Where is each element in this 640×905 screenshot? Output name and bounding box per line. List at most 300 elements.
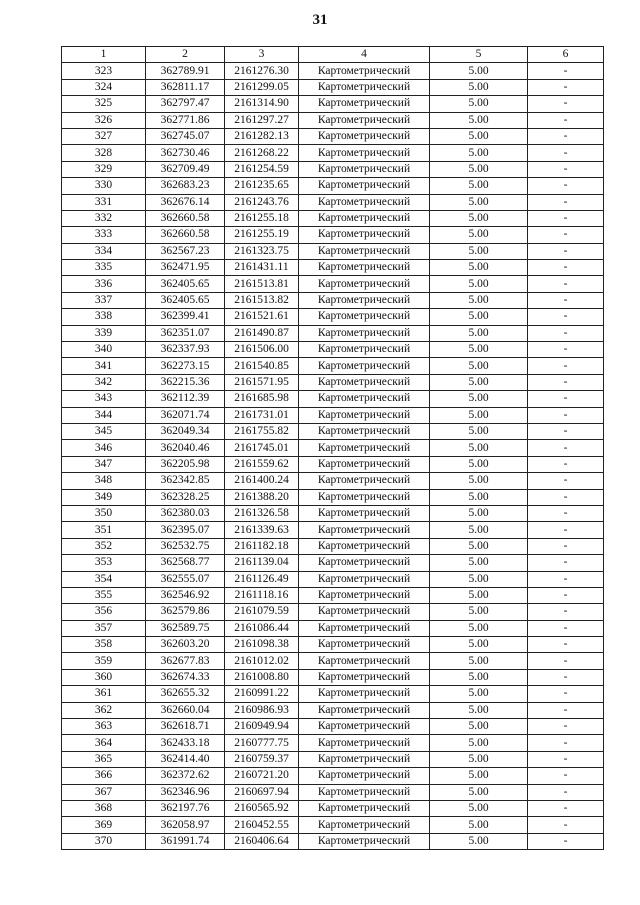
table-cell: 5.00 — [430, 309, 528, 325]
table-cell: Картометрический — [299, 391, 430, 407]
table-cell: 2161008.80 — [225, 669, 299, 685]
table-cell: 362372.62 — [146, 768, 225, 784]
table-cell: 5.00 — [430, 456, 528, 472]
table-cell: 362395.07 — [146, 522, 225, 538]
table-cell: 2161314.90 — [225, 96, 299, 112]
table-cell: 5.00 — [430, 833, 528, 849]
table-cell: 342 — [62, 374, 146, 390]
table-cell: 2161297.27 — [225, 112, 299, 128]
table-cell: 2161571.95 — [225, 374, 299, 390]
table-cell: - — [528, 686, 604, 702]
table-cell: 326 — [62, 112, 146, 128]
table-cell: 2160697.94 — [225, 784, 299, 800]
table-cell: Картометрический — [299, 473, 430, 489]
table-cell: 2160406.64 — [225, 833, 299, 849]
table-cell: Картометрический — [299, 751, 430, 767]
table-cell: 2160565.92 — [225, 800, 299, 816]
table-cell: 5.00 — [430, 800, 528, 816]
table-cell: Картометрический — [299, 309, 430, 325]
table-cell: 363 — [62, 719, 146, 735]
table-cell: Картометрический — [299, 342, 430, 358]
table-row — [62, 489, 604, 505]
table-row — [62, 522, 604, 538]
table-cell: - — [528, 604, 604, 620]
table-cell: - — [528, 112, 604, 128]
table-cell: 5.00 — [430, 604, 528, 620]
table-cell: 5.00 — [430, 292, 528, 308]
table-row — [62, 194, 604, 210]
table-row — [62, 276, 604, 292]
table-cell: 2161118.16 — [225, 587, 299, 603]
table-cell: 362789.91 — [146, 63, 225, 79]
table-row — [62, 325, 604, 341]
table-cell: 5.00 — [430, 669, 528, 685]
table-row — [62, 227, 604, 243]
table-cell: - — [528, 96, 604, 112]
table-cell: 362112.39 — [146, 391, 225, 407]
table-cell: - — [528, 456, 604, 472]
table-cell: - — [528, 505, 604, 521]
table-cell: 5.00 — [430, 522, 528, 538]
column-header: 3 — [225, 47, 299, 63]
table-cell: 348 — [62, 473, 146, 489]
table-cell: 2161745.01 — [225, 440, 299, 456]
table-cell: 5.00 — [430, 96, 528, 112]
table-cell: 344 — [62, 407, 146, 423]
table-cell: 362433.18 — [146, 735, 225, 751]
table-cell: 2160949.94 — [225, 719, 299, 735]
table-cell: - — [528, 260, 604, 276]
table-row — [62, 620, 604, 636]
table-cell: 334 — [62, 243, 146, 259]
table-cell: Картометрический — [299, 243, 430, 259]
table-cell: - — [528, 309, 604, 325]
table-cell: 5.00 — [430, 194, 528, 210]
table-row — [62, 342, 604, 358]
table-cell: 362811.17 — [146, 79, 225, 95]
table-cell: Картометрический — [299, 161, 430, 177]
table-cell: 2160452.55 — [225, 817, 299, 833]
table-cell: 5.00 — [430, 63, 528, 79]
table-cell: 362655.32 — [146, 686, 225, 702]
table-cell: - — [528, 522, 604, 538]
table-cell: 325 — [62, 96, 146, 112]
table-row — [62, 96, 604, 112]
table-cell: 345 — [62, 423, 146, 439]
table-cell: - — [528, 194, 604, 210]
table-cell: - — [528, 620, 604, 636]
table-row — [62, 800, 604, 816]
coordinates-table — [61, 46, 604, 850]
table-cell: 323 — [62, 63, 146, 79]
table-cell: 368 — [62, 800, 146, 816]
table-cell: 333 — [62, 227, 146, 243]
table-cell: 2161323.75 — [225, 243, 299, 259]
table-cell: Картометрический — [299, 194, 430, 210]
table-row — [62, 817, 604, 833]
table-cell: 2161755.82 — [225, 423, 299, 439]
table-cell: 362380.03 — [146, 505, 225, 521]
table-cell: 355 — [62, 587, 146, 603]
table-cell: 336 — [62, 276, 146, 292]
table-cell: 5.00 — [430, 243, 528, 259]
table-cell: 347 — [62, 456, 146, 472]
table-cell: - — [528, 358, 604, 374]
table-cell: 360 — [62, 669, 146, 685]
table-cell: 5.00 — [430, 719, 528, 735]
table-cell: 332 — [62, 210, 146, 226]
table-cell: Картометрический — [299, 440, 430, 456]
table-cell: 354 — [62, 571, 146, 587]
table-row — [62, 702, 604, 718]
table-row — [62, 112, 604, 128]
table-cell: 5.00 — [430, 637, 528, 653]
table-cell: 2160991.22 — [225, 686, 299, 702]
table-cell: Картометрический — [299, 735, 430, 751]
table-cell: 5.00 — [430, 325, 528, 341]
table-cell: Картометрический — [299, 604, 430, 620]
table-row — [62, 161, 604, 177]
table-row — [62, 128, 604, 144]
table-cell: 5.00 — [430, 112, 528, 128]
table-cell: 5.00 — [430, 145, 528, 161]
table-cell: - — [528, 489, 604, 505]
table-cell: 362660.58 — [146, 227, 225, 243]
table-cell: 362567.23 — [146, 243, 225, 259]
table-cell: 2161540.85 — [225, 358, 299, 374]
table-cell: 2161126.49 — [225, 571, 299, 587]
table-cell: 2161731.01 — [225, 407, 299, 423]
table-cell: 330 — [62, 178, 146, 194]
table-cell: 2161182.18 — [225, 538, 299, 554]
table-cell: 362771.86 — [146, 112, 225, 128]
table-cell: Картометрический — [299, 145, 430, 161]
table-cell: - — [528, 325, 604, 341]
table-cell: 362683.23 — [146, 178, 225, 194]
table-row — [62, 538, 604, 554]
table-cell: 5.00 — [430, 342, 528, 358]
table-row — [62, 309, 604, 325]
table-row — [62, 505, 604, 521]
column-header: 1 — [62, 47, 146, 63]
table-cell: 361991.74 — [146, 833, 225, 849]
table-row — [62, 653, 604, 669]
table-cell: 362797.47 — [146, 96, 225, 112]
table-cell: 362405.65 — [146, 276, 225, 292]
table-cell: - — [528, 702, 604, 718]
table-cell: 5.00 — [430, 210, 528, 226]
table-cell: 5.00 — [430, 489, 528, 505]
column-header: 4 — [299, 47, 430, 63]
table-cell: 369 — [62, 817, 146, 833]
table-cell: 2161431.11 — [225, 260, 299, 276]
table-cell: Картометрический — [299, 128, 430, 144]
table-row — [62, 784, 604, 800]
table-cell: 361 — [62, 686, 146, 702]
table-cell: 5.00 — [430, 391, 528, 407]
table-row — [62, 260, 604, 276]
table-cell: 331 — [62, 194, 146, 210]
table-cell: - — [528, 391, 604, 407]
table-cell: 359 — [62, 653, 146, 669]
table-cell: Картометрический — [299, 374, 430, 390]
table-cell: 362555.07 — [146, 571, 225, 587]
table-cell: 2161235.65 — [225, 178, 299, 194]
table-cell: - — [528, 374, 604, 390]
table-cell: 5.00 — [430, 751, 528, 767]
table-cell: - — [528, 440, 604, 456]
table-cell: 328 — [62, 145, 146, 161]
table-cell: 338 — [62, 309, 146, 325]
table-row — [62, 391, 604, 407]
table-cell: 362215.36 — [146, 374, 225, 390]
table-cell: Картометрический — [299, 227, 430, 243]
table-row — [62, 604, 604, 620]
table-cell: 367 — [62, 784, 146, 800]
table-cell: Картометрический — [299, 637, 430, 653]
table-cell: 362618.71 — [146, 719, 225, 735]
table-cell: 2161513.82 — [225, 292, 299, 308]
column-header: 5 — [430, 47, 528, 63]
table-cell: - — [528, 243, 604, 259]
table-cell: 362414.40 — [146, 751, 225, 767]
table-cell: 2161086.44 — [225, 620, 299, 636]
table-cell: - — [528, 63, 604, 79]
table-cell: 362399.41 — [146, 309, 225, 325]
table-cell: 362328.25 — [146, 489, 225, 505]
table-cell: - — [528, 555, 604, 571]
table-cell: 5.00 — [430, 178, 528, 194]
table-cell: 5.00 — [430, 505, 528, 521]
table-cell: Картометрический — [299, 276, 430, 292]
table-cell: 5.00 — [430, 538, 528, 554]
table-cell: - — [528, 784, 604, 800]
table-cell: 362674.33 — [146, 669, 225, 685]
table-row — [62, 768, 604, 784]
table-cell: 2161282.13 — [225, 128, 299, 144]
table-row — [62, 587, 604, 603]
table-cell: 362709.49 — [146, 161, 225, 177]
table-cell: 351 — [62, 522, 146, 538]
table-cell: 362676.14 — [146, 194, 225, 210]
table-cell: 365 — [62, 751, 146, 767]
table-cell: 362040.46 — [146, 440, 225, 456]
table-cell: 5.00 — [430, 702, 528, 718]
table-cell: 362351.07 — [146, 325, 225, 341]
table-cell: Картометрический — [299, 571, 430, 587]
table-cell: 5.00 — [430, 768, 528, 784]
table-cell: 5.00 — [430, 587, 528, 603]
table-row — [62, 571, 604, 587]
table-cell: - — [528, 719, 604, 735]
table-cell: - — [528, 751, 604, 767]
table-cell: Картометрический — [299, 63, 430, 79]
table-cell: 5.00 — [430, 440, 528, 456]
table-row — [62, 243, 604, 259]
table-cell: Картометрический — [299, 833, 430, 849]
table-cell: 2161139.04 — [225, 555, 299, 571]
table-cell: Картометрический — [299, 784, 430, 800]
table-cell: - — [528, 587, 604, 603]
table-cell: 2161255.19 — [225, 227, 299, 243]
table-cell: - — [528, 342, 604, 358]
table-cell: Картометрический — [299, 817, 430, 833]
table-row — [62, 637, 604, 653]
table-cell: 362677.83 — [146, 653, 225, 669]
table-cell: 362660.04 — [146, 702, 225, 718]
table-cell: Картометрический — [299, 423, 430, 439]
table-cell: Картометрический — [299, 669, 430, 685]
table-cell: 362337.93 — [146, 342, 225, 358]
table-cell: 357 — [62, 620, 146, 636]
table-cell: 362730.46 — [146, 145, 225, 161]
table-cell: 2161339.63 — [225, 522, 299, 538]
table-cell: 5.00 — [430, 423, 528, 439]
table-row — [62, 178, 604, 194]
table-cell: Картометрический — [299, 112, 430, 128]
table-cell: Картометрический — [299, 800, 430, 816]
table-row — [62, 555, 604, 571]
table-cell: 5.00 — [430, 473, 528, 489]
table-cell: 353 — [62, 555, 146, 571]
table-cell: 340 — [62, 342, 146, 358]
table-cell: 362197.76 — [146, 800, 225, 816]
table-cell: - — [528, 473, 604, 489]
table-row — [62, 374, 604, 390]
table-cell: 356 — [62, 604, 146, 620]
table-cell: 5.00 — [430, 407, 528, 423]
table-cell: - — [528, 538, 604, 554]
table-cell: Картометрический — [299, 719, 430, 735]
table-cell: - — [528, 423, 604, 439]
table-cell: 327 — [62, 128, 146, 144]
table-cell: - — [528, 637, 604, 653]
table-cell: - — [528, 161, 604, 177]
table-row — [62, 63, 604, 79]
table-cell: 5.00 — [430, 161, 528, 177]
table-cell: 362205.98 — [146, 456, 225, 472]
column-header: 6 — [528, 47, 604, 63]
table-cell: 362049.34 — [146, 423, 225, 439]
table-cell: 5.00 — [430, 358, 528, 374]
table-cell: 362346.96 — [146, 784, 225, 800]
table-cell: Картометрический — [299, 768, 430, 784]
table-cell: 2161243.76 — [225, 194, 299, 210]
table-cell: Картометрический — [299, 407, 430, 423]
table-row — [62, 833, 604, 849]
table-cell: 362471.95 — [146, 260, 225, 276]
table-cell: 349 — [62, 489, 146, 505]
table-cell: 337 — [62, 292, 146, 308]
table-cell: 358 — [62, 637, 146, 653]
table-cell: Картометрический — [299, 178, 430, 194]
table-row — [62, 456, 604, 472]
table-cell: 362568.77 — [146, 555, 225, 571]
table-cell: 362603.20 — [146, 637, 225, 653]
table-cell: 5.00 — [430, 817, 528, 833]
table-cell: 5.00 — [430, 374, 528, 390]
table-row — [62, 751, 604, 767]
table-cell: Картометрический — [299, 325, 430, 341]
table-cell: 2161400.24 — [225, 473, 299, 489]
table-cell: 5.00 — [430, 79, 528, 95]
table-cell: - — [528, 276, 604, 292]
table-row — [62, 79, 604, 95]
table-cell: 2161255.18 — [225, 210, 299, 226]
table-cell: 346 — [62, 440, 146, 456]
table-row — [62, 292, 604, 308]
table-cell: 362546.92 — [146, 587, 225, 603]
table-cell: 5.00 — [430, 128, 528, 144]
table-cell: 2161521.61 — [225, 309, 299, 325]
table-cell: 5.00 — [430, 276, 528, 292]
table-cell: 2161685.98 — [225, 391, 299, 407]
table-cell: 2161388.20 — [225, 489, 299, 505]
table-header-row — [62, 47, 604, 63]
table-cell: 329 — [62, 161, 146, 177]
table-cell: 5.00 — [430, 620, 528, 636]
table-cell: 362532.75 — [146, 538, 225, 554]
table-cell: Картометрический — [299, 79, 430, 95]
table-cell: 364 — [62, 735, 146, 751]
table-row — [62, 423, 604, 439]
table-cell: 341 — [62, 358, 146, 374]
table-cell: 343 — [62, 391, 146, 407]
table-cell: 362589.75 — [146, 620, 225, 636]
table-cell: 2161513.81 — [225, 276, 299, 292]
table-cell: - — [528, 669, 604, 685]
table-cell: - — [528, 210, 604, 226]
table-cell: 362579.86 — [146, 604, 225, 620]
table-cell: 2161490.87 — [225, 325, 299, 341]
table-cell: Картометрический — [299, 456, 430, 472]
table-cell: 2161012.02 — [225, 653, 299, 669]
table-cell: 2161268.22 — [225, 145, 299, 161]
table-cell: - — [528, 178, 604, 194]
table-cell: 362405.65 — [146, 292, 225, 308]
table-row — [62, 145, 604, 161]
table-cell: Картометрический — [299, 538, 430, 554]
table-cell: Картометрический — [299, 96, 430, 112]
table-row — [62, 473, 604, 489]
table-cell: 2161559.62 — [225, 456, 299, 472]
table-cell: 5.00 — [430, 735, 528, 751]
table-row — [62, 358, 604, 374]
table-cell: 362342.85 — [146, 473, 225, 489]
table-cell: 362 — [62, 702, 146, 718]
table-cell: 2160777.75 — [225, 735, 299, 751]
table-cell: Картометрический — [299, 260, 430, 276]
table-cell: 350 — [62, 505, 146, 521]
table-cell: 5.00 — [430, 555, 528, 571]
table-cell: 2161254.59 — [225, 161, 299, 177]
table-cell: - — [528, 768, 604, 784]
table-cell: 2160721.20 — [225, 768, 299, 784]
table-cell: - — [528, 79, 604, 95]
table-cell: 339 — [62, 325, 146, 341]
table-cell: Картометрический — [299, 686, 430, 702]
table-body — [62, 63, 604, 850]
table-cell: 362071.74 — [146, 407, 225, 423]
table-cell: 2161326.58 — [225, 505, 299, 521]
table-cell: Картометрический — [299, 210, 430, 226]
table-cell: - — [528, 800, 604, 816]
table-row — [62, 407, 604, 423]
table-row — [62, 719, 604, 735]
table-cell: Картометрический — [299, 555, 430, 571]
table-cell: 2161079.59 — [225, 604, 299, 620]
page-number: 31 — [312, 12, 328, 28]
